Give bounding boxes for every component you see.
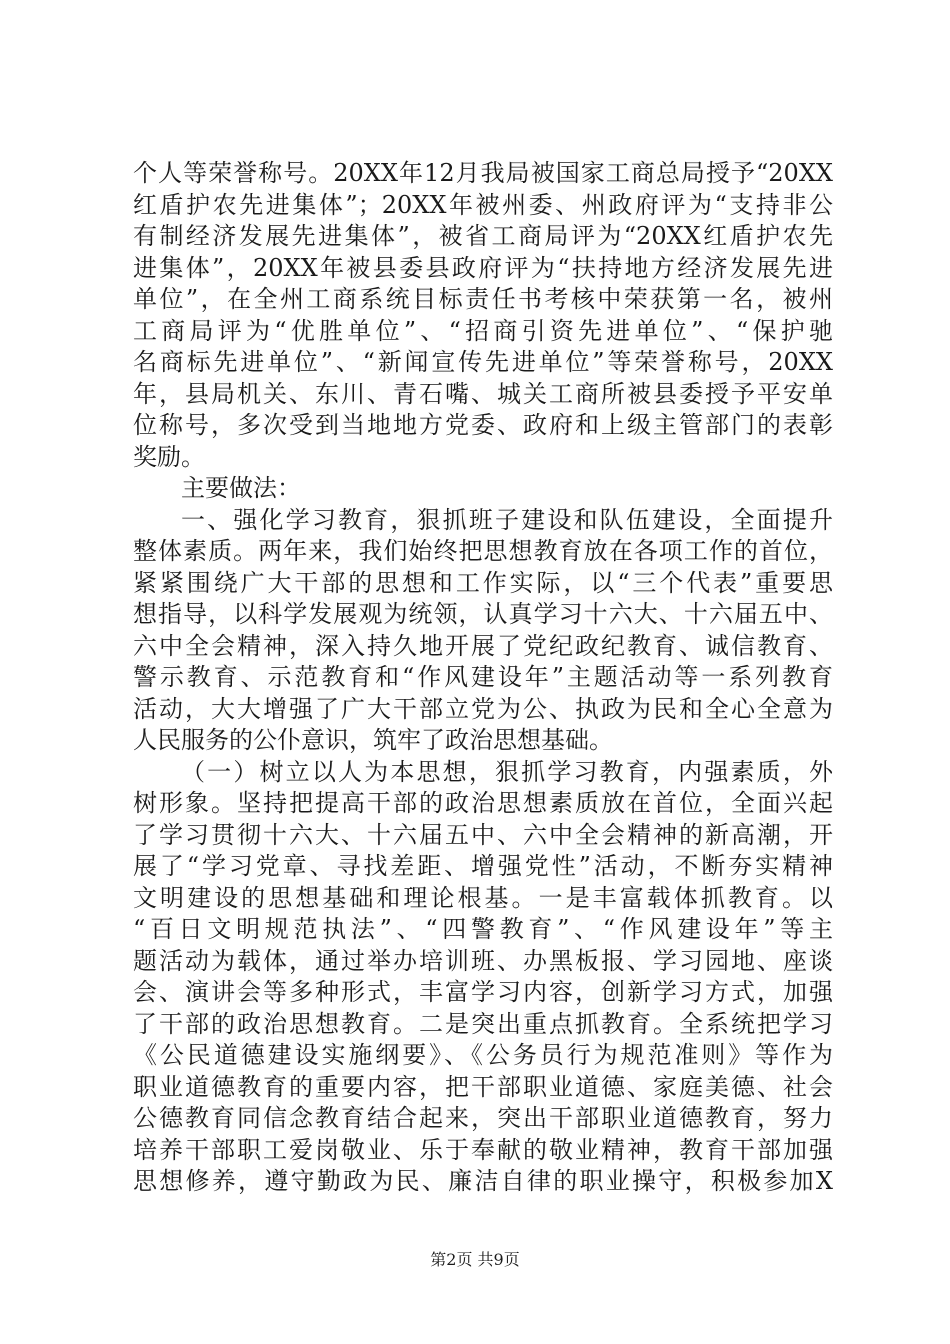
text-line: 主要做法： xyxy=(181,474,301,502)
text-line: 工商局评为“优胜单位”、“招商引资先进单位”、“保护驰 xyxy=(133,316,833,345)
text-line: 文明建设的思想基础和理论根基。一是丰富载体抓教育。以 xyxy=(133,883,833,912)
text-line: 红盾护农先进集体”；20XX年被州委、州政府评为“支持非公 xyxy=(133,190,833,219)
text-line: 培养干部职工爱岗敬业、乐于奉献的敬业精神，教育干部加强 xyxy=(133,1135,833,1164)
text-line: 《公民道德建设实施纲要》、《公务员行为规范准则》等作为 xyxy=(133,1041,833,1069)
text-line: 进集体”，20XX年被县委县政府评为“扶持地方经济发展先进 xyxy=(133,253,833,282)
text-line: 年，县局机关、东川、青石嘴、城关工商所被县委授予平安单 xyxy=(133,379,833,408)
text-line: 了学习贯彻十六大、十六届五中、六中全会精神的新高潮，开 xyxy=(133,820,833,849)
text-line: 位称号，多次受到当地地方党委、政府和上级主管部门的表彰 xyxy=(133,411,833,439)
text-line: 单位”，在全州工商系统目标责任书考核中荣获第一名，被州 xyxy=(133,285,833,313)
text-line: 活动，大大增强了广大干部立党为公、执政为民和全心全意为 xyxy=(133,694,833,723)
text-line: 整体素质。两年来，我们始终把思想教育放在各项工作的首位， xyxy=(133,537,833,565)
text-line: 六中全会精神，深入持久地开展了党纪政纪教育、诚信教育、 xyxy=(133,631,833,660)
text-line: 有制经济发展先进集体”，被省工商局评为“20XX红盾护农先 xyxy=(133,222,833,250)
text-line: 人民服务的公仆意识，筑牢了政治思想基础。 xyxy=(133,726,613,754)
text-line: “百日文明规范执法”、“四警教育”、“作风建设年”等主 xyxy=(133,915,833,943)
text-line: 会、演讲会等多种形式，丰富学习内容，创新学习方式，加强 xyxy=(133,978,833,1006)
document-body xyxy=(133,158,833,1198)
text-line: （一）树立以人为本思想，狠抓学习教育，内强素质，外 xyxy=(181,757,833,786)
text-line: 职业道德教育的重要内容，把干部职业道德、家庭美德、社会 xyxy=(133,1072,833,1101)
page-number-footer: 第2页 共9页 xyxy=(430,1250,520,1269)
text-line: 奖励。 xyxy=(133,442,205,471)
text-line: 题活动为载体，通过举办培训班、办黑板报、学习园地、座谈 xyxy=(133,946,833,975)
text-line: 警示教育、示范教育和“作风建设年”主题活动等一系列教育 xyxy=(133,663,833,691)
text-line: 一、强化学习教育，狠抓班子建设和队伍建设，全面提升 xyxy=(181,505,833,534)
text-line: 了干部的政治思想教育。二是突出重点抓教育。全系统把学习 xyxy=(133,1009,833,1038)
text-line: 名商标先进单位”、“新闻宣传先进单位”等荣誉称号，20XX xyxy=(133,348,833,376)
text-line: 树形象。坚持把提高干部的政治思想素质放在首位，全面兴起 xyxy=(133,789,833,817)
text-line: 公德教育同信念教育结合起来，突出干部职业道德教育，努力 xyxy=(133,1104,833,1132)
text-line: 思想修养，遵守勤政为民、廉洁自律的职业操守，积极参加X xyxy=(133,1167,833,1195)
text-line: 想指导，以科学发展观为统领，认真学习十六大、十六届五中、 xyxy=(133,600,833,628)
text-line: 紧紧围绕广大干部的思想和工作实际，以“三个代表”重要思 xyxy=(133,568,833,597)
text-line: 个人等荣誉称号。20XX年12月我局被国家工商总局授予“20XX xyxy=(133,159,833,187)
text-line: 展了“学习党章、寻找差距、增强党性”活动，不断夯实精神 xyxy=(133,852,833,880)
